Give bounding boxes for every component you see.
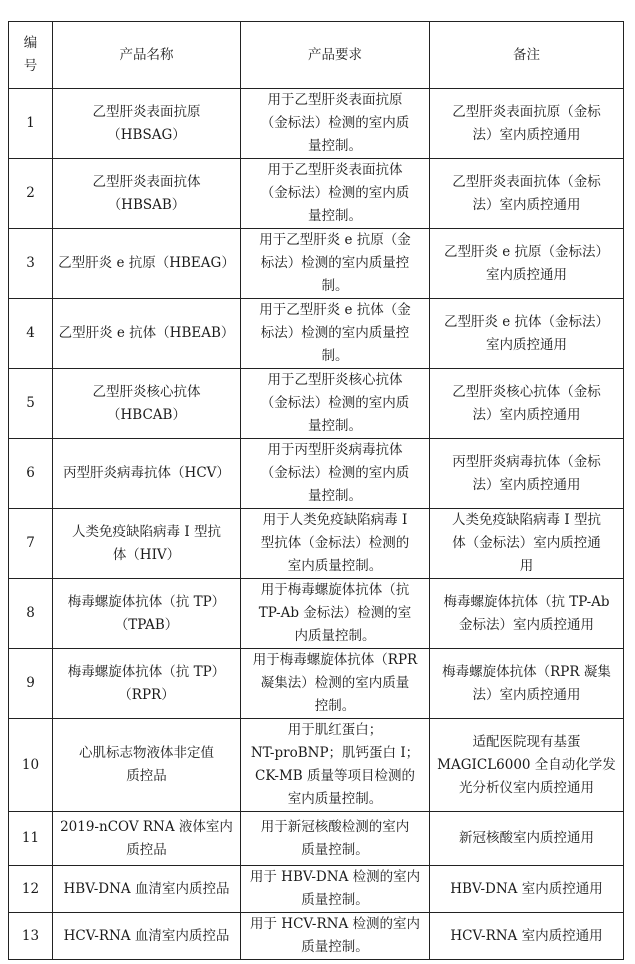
table-row (9, 369, 624, 439)
row-number-cell (9, 299, 53, 369)
product-name-cell (53, 913, 241, 960)
remarks-text: 适配医院现有基蛋 MAGICL6000 全自动化学发 光分析仪室内质控通用 (437, 733, 616, 796)
remarks-cell (430, 866, 624, 913)
product-requirement-text: 用于 HCV-RNA 检测的室内 质量控制。 (250, 916, 420, 955)
remarks-text: 乙型肝炎 e 抗体（金标法） 室内质控通用 (443, 313, 610, 353)
product-name-cell (53, 812, 241, 866)
product-name-text: 乙型肝炎 e 抗原（HBEAG） (58, 255, 235, 271)
product-name-text: 梅毒螺旋体抗体（抗 TP） （RPR） (67, 663, 226, 703)
row-number-cell (9, 229, 53, 299)
product-name-cell (53, 866, 241, 913)
row-number-text: 1 (26, 115, 35, 131)
row-number-text: 12 (21, 880, 40, 897)
remarks-cell (430, 369, 624, 439)
row-number-text: 5 (26, 395, 35, 411)
product-name-text: HCV-RNA 血清室内质控品 (63, 927, 230, 944)
product-name-text: 心肌标志物液体非定值 质控品 (79, 745, 214, 784)
table-row (9, 913, 624, 960)
row-number-text: 3 (26, 255, 35, 271)
product-table (8, 21, 624, 960)
remarks-cell (430, 649, 624, 719)
header-number: 编 号 (9, 22, 53, 89)
table-row (9, 299, 624, 369)
remarks-text: 梅毒螺旋体抗体（抗 TP-Ab 金标法）室内质控通用 (443, 593, 610, 633)
row-number-text: 9 (26, 675, 35, 691)
product-name-text: 乙型肝炎表面抗原 （HBSAG） (92, 103, 201, 143)
product-name-cell (53, 89, 241, 159)
product-name-text: 梅毒螺旋体抗体（抗 TP） （TPAB） (67, 593, 226, 633)
remarks-cell (430, 299, 624, 369)
product-requirement-cell (241, 812, 430, 866)
remarks-cell (430, 719, 624, 812)
remarks-cell (430, 229, 624, 299)
table-row (9, 866, 624, 913)
product-name-cell (53, 719, 241, 812)
product-name-text: 丙型肝炎病毒抗体（HCV） (63, 465, 230, 481)
row-number-text: 11 (21, 830, 40, 846)
table-row (9, 159, 624, 229)
product-name-cell (53, 649, 241, 719)
product-requirement-text: 用于乙型肝炎 e 抗原（金 标法）检测的室内质量控 制。 (259, 232, 411, 294)
row-number-cell (9, 866, 53, 913)
table-header-row (9, 22, 624, 89)
remarks-text: 新冠核酸室内质控通用 (459, 830, 594, 846)
product-requirement-text: 用于乙型肝炎 e 抗体（金 标法）检测的室内质量控 制。 (259, 302, 411, 364)
product-name-text: HBV-DNA 血清室内质控品 (63, 880, 230, 897)
header-product-name: 产品名称 (53, 22, 241, 89)
table-row (9, 812, 624, 866)
product-name-cell (53, 509, 241, 579)
remarks-text: 人类免疫缺陷病毒 I 型抗 体（金标法）室内质控通 用 (452, 512, 601, 574)
product-requirement-cell (241, 89, 430, 159)
product-requirement-cell (241, 159, 430, 229)
remarks-text: HCV-RNA 室内质控通用 (450, 927, 603, 944)
product-requirement-text: 用于丙型肝炎病毒抗体 （金标法）检测的室内质 量控制。 (260, 442, 410, 504)
table-row (9, 579, 624, 649)
remarks-cell (430, 89, 624, 159)
product-requirement-cell (241, 649, 430, 719)
remarks-text: 丙型肝炎病毒抗体（金标 法）室内质控通用 (452, 453, 601, 493)
row-number-cell (9, 509, 53, 579)
product-requirement-text: 用于 HBV-DNA 检测的室内 质量控制。 (249, 869, 421, 908)
product-name-text: 人类免疫缺陷病毒 I 型抗 体（HIV） (72, 523, 221, 563)
row-number-text: 4 (26, 325, 35, 341)
product-requirement-cell (241, 913, 430, 960)
product-requirement-cell (241, 579, 430, 649)
remarks-cell (430, 812, 624, 866)
product-requirement-text: 用于乙型肝炎核心抗体 （金标法）检测的室内质 量控制。 (260, 372, 410, 434)
product-name-text: 乙型肝炎表面抗体 （HBSAB） (92, 173, 201, 213)
row-number-cell (9, 369, 53, 439)
row-number-cell (9, 719, 53, 812)
remarks-cell (430, 579, 624, 649)
product-requirement-cell (241, 229, 430, 299)
table-row (9, 649, 624, 719)
remarks-cell (430, 159, 624, 229)
row-number-text: 13 (21, 927, 40, 944)
row-number-cell (9, 89, 53, 159)
product-requirement-cell (241, 866, 430, 913)
product-name-text: 乙型肝炎 e 抗体（HBEAB） (58, 325, 235, 341)
row-number-text: 10 (21, 756, 40, 773)
remarks-text: HBV-DNA 室内质控通用 (450, 880, 603, 897)
product-name-cell (53, 299, 241, 369)
product-requirement-cell (241, 509, 430, 579)
product-name-cell (53, 229, 241, 299)
row-number-cell (9, 439, 53, 509)
table-row (9, 439, 624, 509)
product-requirement-cell (241, 719, 430, 812)
remarks-text: 乙型肝炎表面抗体（金标 法）室内质控通用 (452, 173, 601, 213)
row-number-cell (9, 159, 53, 229)
product-name-cell (53, 439, 241, 509)
product-requirement-cell (241, 369, 430, 439)
product-requirement-text: 用于梅毒螺旋体抗体（抗 TP-Ab 金标法）检测的室 内质量控制。 (258, 582, 412, 644)
product-requirement-text: 用于乙型肝炎表面抗原 （金标法）检测的室内质 量控制。 (260, 92, 410, 154)
product-requirement-cell (241, 299, 430, 369)
header-remarks: 备注 (430, 22, 624, 89)
remarks-text: 乙型肝炎表面抗原（金标 法）室内质控通用 (452, 103, 601, 143)
product-requirement-text: 用于肌红蛋白； NT-proBNP；肌钙蛋白 I； CK-MB 质量等项目检测的 室内质量控制。 (250, 722, 420, 807)
product-name-text: 乙型肝炎核心抗体 （HBCAB） (92, 383, 201, 423)
remarks-cell (430, 913, 624, 960)
table-row (9, 89, 624, 159)
remarks-cell (430, 509, 624, 579)
row-number-text: 8 (26, 605, 35, 621)
product-requirement-text: 用于乙型肝炎表面抗体 （金标法）检测的室内质 量控制。 (260, 162, 410, 224)
row-number-cell (9, 812, 53, 866)
remarks-text: 梅毒螺旋体抗体（RPR 凝集 法）室内质控通用 (442, 663, 611, 703)
row-number-cell (9, 649, 53, 719)
product-requirement-text: 用于梅毒螺旋体抗体（RPR 凝集法）检测的室内质量 控制。 (252, 652, 418, 714)
header-product-requirement: 产品要求 (241, 22, 430, 89)
row-number-text: 7 (26, 535, 35, 551)
table-row (9, 509, 624, 579)
product-requirement-text: 用于新冠核酸检测的室内 质量控制。 (260, 818, 410, 858)
table-row (9, 719, 624, 812)
remarks-text: 乙型肝炎 e 抗原（金标法） 室内质控通用 (443, 243, 610, 283)
remarks-text: 乙型肝炎核心抗体（金标 法）室内质控通用 (452, 383, 601, 423)
table-row (9, 229, 624, 299)
row-number-text: 2 (26, 185, 35, 201)
row-number-cell (9, 579, 53, 649)
remarks-cell (430, 439, 624, 509)
product-name-cell (53, 579, 241, 649)
product-name-cell (53, 369, 241, 439)
product-name-text: 2019-nCOV RNA 液体室内 质控品 (60, 818, 233, 858)
row-number-text: 6 (26, 465, 35, 481)
product-name-cell (53, 159, 241, 229)
product-requirement-text: 用于人类免疫缺陷病毒 I 型抗体（金标法）检测的 室内质量控制。 (260, 512, 410, 574)
row-number-cell (9, 913, 53, 960)
product-requirement-cell (241, 439, 430, 509)
